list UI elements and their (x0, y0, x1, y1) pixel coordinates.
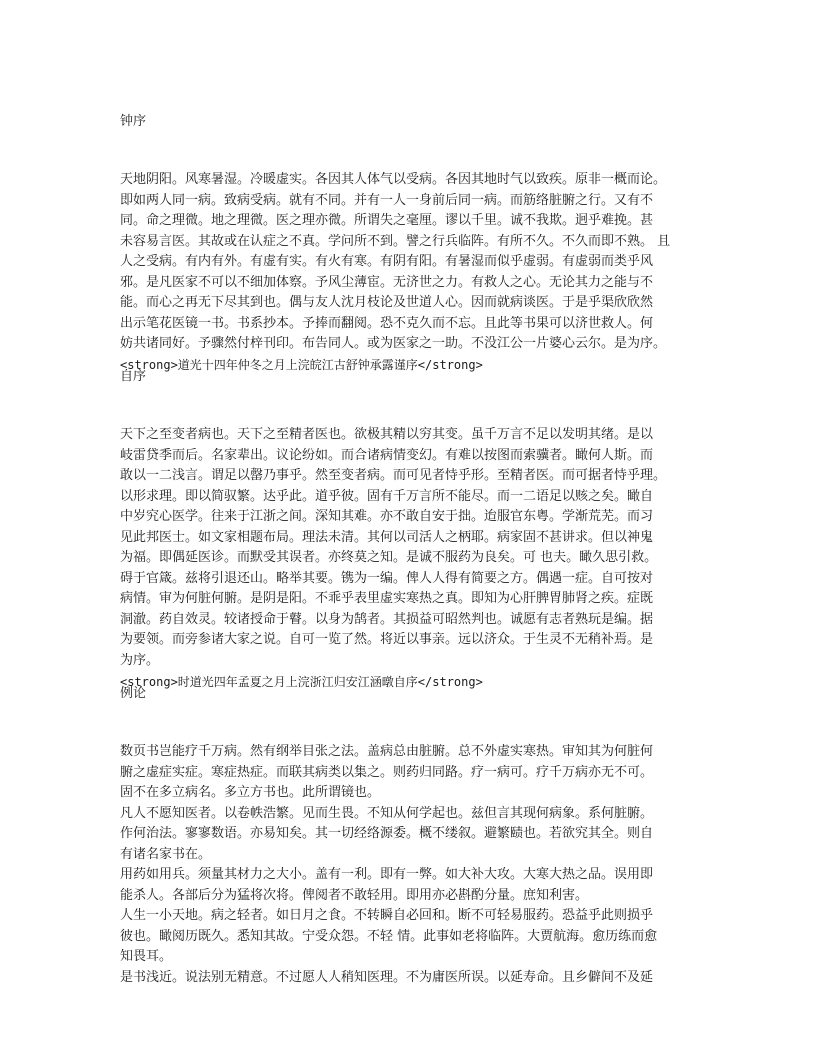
text-line: 碍于官箴。兹将引退还山。略举其要。镌为一编。俾人人得有简要之方。偶遇一症。自可按对 (120, 570, 654, 586)
text-line: 病情。审为何脏何腑。是阴是阳。不乖乎表里虚实寒热之真。即知为心肝脾胃肺肾之疾。症既 (120, 591, 654, 607)
text-line: 数页书岂能疗千万病。然有纲举目张之法。盖病总由脏腑。总不外虚实寒热。审知其为何脏何 (120, 744, 654, 759)
text-line: 作何治法。寥寥数语。亦易知矣。其一切经络源委。概不缕叙。避繁赜也。若欲究其全。则自 (120, 826, 654, 842)
text-line: 洞澈。药自效灵。较诸授命于瞽。以身为鹄者。其损益可昭然判也。诚愿有志者熟玩是编。据 (120, 611, 654, 627)
text-line: 人生一小天地。病之轻者。如日月之食。不转瞬自必回和。断不可轻易服药。恐益乎此则损乎 (120, 908, 654, 924)
text-line: 即如两人同一病。致病受病。就有不同。并有一人一身前后同一病。而筋络脏腑之行。又有不 (120, 192, 654, 208)
section-body-zhong-preface (120, 170, 696, 375)
text-line: 邪。是凡医家不可以不细加体察。予风尘薄宦。无济世之力。有救人之心。无论其力之能与不 (120, 274, 654, 290)
section-heading-zhong-preface: 钟序 (120, 114, 147, 129)
text-line: 彼也。瞰阅历既久。悉知其故。宁受众怨。不轻 情。此事如老将临阵。大贾航海。愈历练而愈 (120, 928, 658, 944)
text-line: 知畏耳。 (120, 949, 173, 965)
text-line: 人之受病。有内有外。有虚有实。有火有寒。有阴有阳。有暑湿而似乎虚弱。有虚弱而类乎风 (120, 254, 654, 270)
text-line: 见此邦医士。如文家相题布局。理法未清。其何以司活人之柄耶。病家固不甚讲求。但以神鬼 (120, 529, 654, 545)
signature-line: <strong>道光十四年仲冬之月上浣皖江古舒钟承露谨序</strong> (120, 357, 483, 372)
text-line: 是书浅近。说法别无精意。不过愿人人稍知医理。不为庸医所误。以延寿命。且乡僻间不及延 (120, 970, 654, 986)
section-heading-examples: 例论 (120, 686, 147, 701)
text-line: 能杀人。各部后分为猛将次将。俾阅者不敢轻用。即用亦必斟酌分量。庶知利害。 (120, 887, 589, 903)
text-line: 天地阴阳。风寒暑湿。冷暖虚实。各因其人体气以受病。各因其地时气以致疾。原非一概而论。 (120, 172, 667, 187)
text-line: 中岁究心医学。往来于江浙之间。深知其难。亦不敢自安于拙。迨服官东粤。学渐荒芜。而习 (120, 509, 654, 525)
text-line: 腑之虚症实症。寒症热症。而联其病类以集之。则药归同路。疗一病可。疗千万病亦无不可。 (120, 764, 654, 780)
text-line: 为要领。而旁参诸大家之说。自可一览了然。将近以事亲。远以济众。于生灵不无稍补焉。是 (120, 632, 654, 648)
section-body-self-preface (120, 425, 696, 692)
text-line: 妨共诸同好。予骤然付梓刊印。布告同人。或为医家之一助。不没江公一片婆心云尔。是为序。 (120, 336, 667, 352)
signature-line: <strong>时道光四年孟夏之月上浣浙江归安江涵暾自序</strong> (120, 674, 483, 689)
text-line: 有诸名家书在。 (120, 846, 212, 862)
text-line: 固不在多立病名。多立方书也。此所谓镜也。 (120, 785, 381, 801)
text-line: 敢以一二浅言。谓足以罄乃事乎。然至变者病。而可见者恃乎形。至精者医。而可据者恃乎理。 (120, 468, 667, 484)
text-line: 同。命之理微。地之理微。医之理亦微。所谓失之毫厘。谬以千里。诚不我欺。迥乎难挽。甚 (120, 213, 654, 229)
section-body-examples (120, 742, 696, 989)
text-line: 出示笔花医镜一书。书系抄本。予捧而翻阅。恐不克久而不忘。且此等书果可以济世救人。何 (120, 315, 654, 331)
text-line: 天下之至变者病也。天下之至精者医也。欲极其精以穷其变。虽千万言不足以发明其绪。是以 (120, 427, 654, 442)
text-line: 岐雷贷季而后。名家辈出。议论纷如。而合诸病情变幻。有难以按图而索骥者。瞰何人斯。而 (120, 447, 654, 463)
section-heading-self-preface: 自序 (120, 369, 147, 384)
text-line: 用药如用兵。须量其材力之大小。盖有一利。即有一弊。如大补大攻。大寒大热之品。误用即 (120, 867, 654, 883)
text-line: 未容易言医。其故或在认症之不真。学问所不到。譬之行兵临阵。有所不久。不久而即不熟。 且 (120, 233, 671, 249)
text-line: 为序。 (120, 653, 160, 669)
text-line: 能。而心之再无下尽其到也。偶与友人沈月枝论及世道人心。因而就病谈医。于是乎渠欣欣然 (120, 295, 654, 311)
text-line: 以形求理。即以简驭繁。达乎此。道乎彼。固有千万言所不能尽。而一二语足以赅之矣。瞰自 (120, 488, 654, 504)
text-line: 为福。即偶延医诊。而默受其误者。亦终莫之知。是诚不服药为良矣。可 也夫。瞰久思引救。 (120, 550, 658, 566)
text-line: 凡人不愿知医者。以卷帙浩繁。见而生畏。不知从何学起也。兹但言其现何病象。系何脏腑。 (120, 805, 654, 821)
